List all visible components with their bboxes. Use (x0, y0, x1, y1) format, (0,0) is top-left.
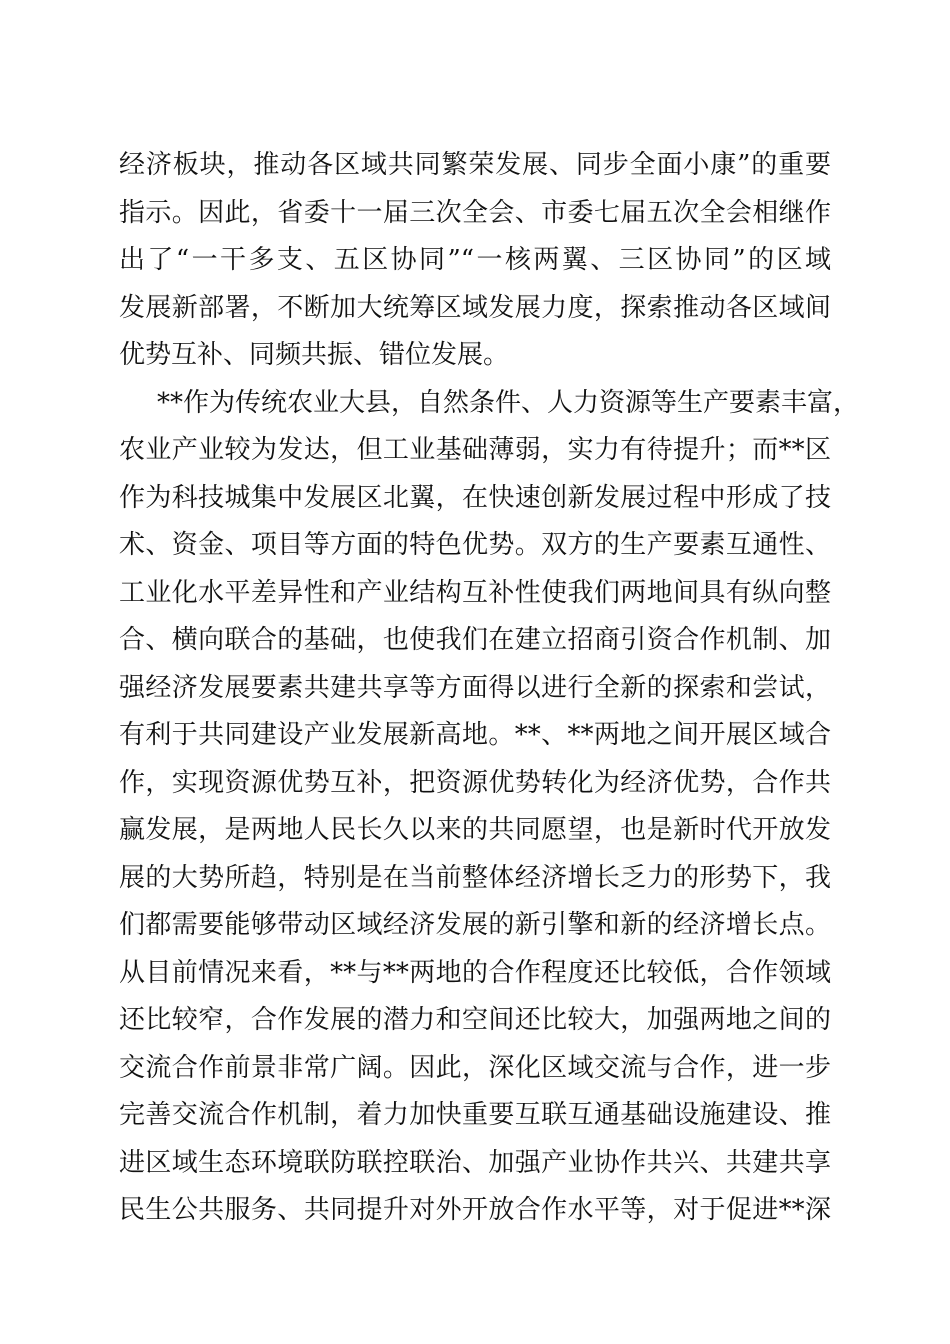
text-line: 指示。因此，省委十一届三次全会、市委七届五次全会相继作 (119, 197, 831, 228)
text-line: 工业化水平差异性和产业结构互补性使我们两地间具有纵向整 (119, 577, 831, 608)
text-line: 还比较窄，合作发展的潜力和空间还比较大，加强两地之间的 (119, 1005, 831, 1035)
text-line: 强经济发展要素共建共享等方面得以进行全新的探索和尝试， (119, 672, 831, 703)
text-line: 术、资金、项目等方面的特色优势。双方的生产要素互通性、 (119, 530, 831, 560)
text-line: 完善交流合作机制，着力加快重要互联互通基础设施建设、推 (119, 1100, 831, 1130)
text-line: 作，实现资源优势互补，把资源优势转化为经济优势，合作共 (119, 767, 831, 798)
text-line: 优势互补、同频共振、错位发展。 (119, 340, 510, 370)
text-line: 民生公共服务、共同提升对外开放合作水平等，对于促进**深 (119, 1195, 831, 1225)
text-line: 展的大势所趋，特别是在当前整体经济增长乏力的形势下，我 (119, 862, 831, 893)
text-line: 农业产业较为发达，但工业基础薄弱，实力有待提升；而**区 (119, 435, 831, 465)
text-line: 赢发展，是两地人民长久以来的共同愿望，也是新时代开放发 (119, 815, 831, 845)
text-line: 交流合作前景非常广阔。因此，深化区域交流与合作，进一步 (119, 1052, 831, 1083)
text-line: 有利于共同建设产业发展新高地。**、**两地之间开展区域合 (119, 720, 831, 750)
text-line: 合、横向联合的基础，也使我们在建立招商引资合作机制、加 (119, 625, 831, 655)
text-line: 发展新部署，不断加大统筹区域发展力度，探索推动各区域间 (119, 292, 831, 323)
text-line: 出了“一干多支、五区协同”“一核两翼、三区协同”的区域 (119, 245, 831, 275)
text-line: **作为传统农业大县，自然条件、人力资源等生产要素丰富， (157, 387, 860, 418)
body-text (119, 142, 860, 1235)
text-line: 经济板块，推动各区域共同繁荣发展、同步全面小康”的重要 (119, 150, 831, 180)
text-line: 作为科技城集中发展区北翼，在快速创新发展过程中形成了技 (119, 482, 831, 513)
text-line: 从目前情况来看，**与**两地的合作程度还比较低，合作领域 (119, 957, 831, 988)
text-line: 进区域生态环境联防联控联治、加强产业协作共兴、共建共享 (119, 1147, 831, 1178)
text-line: 们都需要能够带动区域经济发展的新引擎和新的经济增长点。 (119, 910, 831, 940)
